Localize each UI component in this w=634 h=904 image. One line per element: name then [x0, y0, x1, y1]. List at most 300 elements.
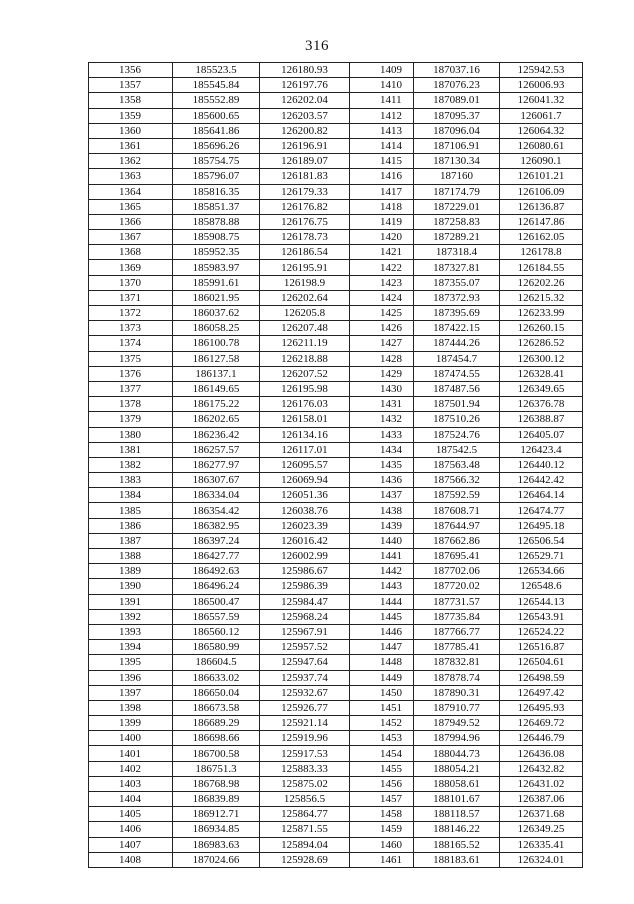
y-coordinate-right-cell: 126061.7 — [500, 108, 583, 123]
x-coordinate-right-cell: 187563.48 — [414, 457, 500, 472]
y-coordinate-right-cell: 126474.77 — [500, 503, 583, 518]
x-coordinate-right-cell: 187444.26 — [414, 336, 500, 351]
x-coordinate-left-cell: 186689.29 — [173, 716, 260, 731]
point-number-left-cell: 1361 — [89, 138, 173, 153]
x-coordinate-right-cell: 187096.04 — [414, 123, 500, 138]
table-row — [89, 792, 583, 807]
table-row — [89, 670, 583, 685]
x-coordinate-left-cell: 186673.58 — [173, 700, 260, 715]
x-coordinate-right-cell: 187702.06 — [414, 564, 500, 579]
x-coordinate-right-cell: 187501.94 — [414, 397, 500, 412]
table-row — [89, 93, 583, 108]
y-coordinate-right-cell: 126544.13 — [500, 594, 583, 609]
x-coordinate-left-cell: 187024.66 — [173, 852, 260, 867]
y-coordinate-left-cell: 125957.52 — [260, 640, 350, 655]
y-coordinate-left-cell: 126196.91 — [260, 138, 350, 153]
point-number-right-cell: 1424 — [350, 290, 414, 305]
x-coordinate-right-cell: 187720.02 — [414, 579, 500, 594]
point-number-left-cell: 1357 — [89, 78, 173, 93]
point-number-right-cell: 1411 — [350, 93, 414, 108]
y-coordinate-left-cell: 125937.74 — [260, 670, 350, 685]
y-coordinate-left-cell: 125864.77 — [260, 807, 350, 822]
table-row — [89, 746, 583, 761]
y-coordinate-left-cell: 125883.33 — [260, 761, 350, 776]
table-row — [89, 138, 583, 153]
y-coordinate-right-cell: 126328.41 — [500, 366, 583, 381]
x-coordinate-left-cell: 185696.26 — [173, 138, 260, 153]
x-coordinate-left-cell: 186768.98 — [173, 776, 260, 791]
y-coordinate-left-cell: 126195.98 — [260, 381, 350, 396]
y-coordinate-right-cell: 126006.93 — [500, 78, 583, 93]
y-coordinate-right-cell: 126178.8 — [500, 245, 583, 260]
point-number-right-cell: 1438 — [350, 503, 414, 518]
point-number-right-cell: 1425 — [350, 306, 414, 321]
x-coordinate-right-cell: 188183.61 — [414, 852, 500, 867]
table-row — [89, 169, 583, 184]
point-number-right-cell: 1451 — [350, 700, 414, 715]
x-coordinate-right-cell: 187566.32 — [414, 473, 500, 488]
x-coordinate-left-cell: 186307.67 — [173, 473, 260, 488]
table-row — [89, 108, 583, 123]
x-coordinate-right-cell: 188044.73 — [414, 746, 500, 761]
point-number-right-cell: 1443 — [350, 579, 414, 594]
table-row — [89, 214, 583, 229]
x-coordinate-left-cell: 186492.63 — [173, 564, 260, 579]
table-row — [89, 78, 583, 93]
x-coordinate-left-cell: 186839.89 — [173, 792, 260, 807]
point-number-left-cell: 1401 — [89, 746, 173, 761]
point-number-right-cell: 1441 — [350, 549, 414, 564]
y-coordinate-left-cell: 126038.76 — [260, 503, 350, 518]
table-row — [89, 533, 583, 548]
point-number-right-cell: 1409 — [350, 63, 414, 78]
y-coordinate-right-cell: 126497.42 — [500, 685, 583, 700]
point-number-left-cell: 1404 — [89, 792, 173, 807]
table-row — [89, 412, 583, 427]
y-coordinate-left-cell: 125947.64 — [260, 655, 350, 670]
table-row — [89, 609, 583, 624]
x-coordinate-right-cell: 188101.67 — [414, 792, 500, 807]
x-coordinate-left-cell: 186604.5 — [173, 655, 260, 670]
y-coordinate-right-cell: 126184.55 — [500, 260, 583, 275]
x-coordinate-left-cell: 185523.5 — [173, 63, 260, 78]
table-row — [89, 549, 583, 564]
x-coordinate-left-cell: 186557.59 — [173, 609, 260, 624]
x-coordinate-right-cell: 187731.57 — [414, 594, 500, 609]
table-row — [89, 503, 583, 518]
point-number-right-cell: 1417 — [350, 184, 414, 199]
point-number-left-cell: 1394 — [89, 640, 173, 655]
point-number-right-cell: 1450 — [350, 685, 414, 700]
table-row — [89, 366, 583, 381]
y-coordinate-left-cell: 125921.14 — [260, 716, 350, 731]
point-number-left-cell: 1368 — [89, 245, 173, 260]
y-coordinate-left-cell: 126095.57 — [260, 457, 350, 472]
y-coordinate-right-cell: 126041.32 — [500, 93, 583, 108]
point-number-left-cell: 1377 — [89, 381, 173, 396]
point-number-right-cell: 1436 — [350, 473, 414, 488]
point-number-right-cell: 1446 — [350, 624, 414, 639]
point-number-right-cell: 1456 — [350, 776, 414, 791]
x-coordinate-right-cell: 187832.81 — [414, 655, 500, 670]
point-number-left-cell: 1366 — [89, 214, 173, 229]
table-row — [89, 275, 583, 290]
point-number-left-cell: 1402 — [89, 761, 173, 776]
point-number-right-cell: 1434 — [350, 442, 414, 457]
x-coordinate-right-cell: 187355.07 — [414, 275, 500, 290]
y-coordinate-right-cell: 126300.12 — [500, 351, 583, 366]
table-row — [89, 321, 583, 336]
x-coordinate-right-cell: 187095.37 — [414, 108, 500, 123]
point-number-left-cell: 1400 — [89, 731, 173, 746]
point-number-left-cell: 1376 — [89, 366, 173, 381]
x-coordinate-right-cell: 187592.59 — [414, 488, 500, 503]
x-coordinate-right-cell: 187454.7 — [414, 351, 500, 366]
x-coordinate-left-cell: 185796.07 — [173, 169, 260, 184]
y-coordinate-left-cell: 125894.04 — [260, 837, 350, 852]
table-row — [89, 442, 583, 457]
x-coordinate-left-cell: 186500.47 — [173, 594, 260, 609]
table-row — [89, 63, 583, 78]
y-coordinate-right-cell: 126260.15 — [500, 321, 583, 336]
y-coordinate-left-cell: 126218.88 — [260, 351, 350, 366]
y-coordinate-left-cell: 125986.39 — [260, 579, 350, 594]
y-coordinate-left-cell: 126189.07 — [260, 154, 350, 169]
point-number-left-cell: 1390 — [89, 579, 173, 594]
y-coordinate-right-cell: 126464.14 — [500, 488, 583, 503]
y-coordinate-left-cell: 126069.94 — [260, 473, 350, 488]
x-coordinate-right-cell: 188146.22 — [414, 822, 500, 837]
table-row — [89, 306, 583, 321]
x-coordinate-right-cell: 187644.97 — [414, 518, 500, 533]
x-coordinate-left-cell: 186650.04 — [173, 685, 260, 700]
x-coordinate-right-cell: 187106.91 — [414, 138, 500, 153]
x-coordinate-right-cell: 187289.21 — [414, 230, 500, 245]
point-number-left-cell: 1374 — [89, 336, 173, 351]
x-coordinate-right-cell: 187542.5 — [414, 442, 500, 457]
table-row — [89, 594, 583, 609]
page-number: 316 — [305, 38, 329, 54]
y-coordinate-left-cell: 126002.99 — [260, 549, 350, 564]
point-number-right-cell: 1453 — [350, 731, 414, 746]
y-coordinate-right-cell: 126432.82 — [500, 761, 583, 776]
x-coordinate-right-cell: 187994.96 — [414, 731, 500, 746]
table-row — [89, 716, 583, 731]
point-number-right-cell: 1454 — [350, 746, 414, 761]
x-coordinate-left-cell: 185545.84 — [173, 78, 260, 93]
y-coordinate-left-cell: 126051.36 — [260, 488, 350, 503]
point-number-left-cell: 1378 — [89, 397, 173, 412]
x-coordinate-left-cell: 186277.97 — [173, 457, 260, 472]
x-coordinate-left-cell: 186580.99 — [173, 640, 260, 655]
y-coordinate-right-cell: 126233.99 — [500, 306, 583, 321]
point-number-right-cell: 1414 — [350, 138, 414, 153]
y-coordinate-right-cell: 126440.12 — [500, 457, 583, 472]
table-row — [89, 230, 583, 245]
x-coordinate-right-cell: 187695.41 — [414, 549, 500, 564]
x-coordinate-right-cell: 187372.93 — [414, 290, 500, 305]
point-number-left-cell: 1370 — [89, 275, 173, 290]
y-coordinate-right-cell: 126064.32 — [500, 123, 583, 138]
y-coordinate-right-cell: 126080.61 — [500, 138, 583, 153]
point-number-left-cell: 1375 — [89, 351, 173, 366]
point-number-right-cell: 1439 — [350, 518, 414, 533]
x-coordinate-right-cell: 187910.77 — [414, 700, 500, 715]
point-number-left-cell: 1399 — [89, 716, 173, 731]
x-coordinate-left-cell: 186397.24 — [173, 533, 260, 548]
point-number-left-cell: 1389 — [89, 564, 173, 579]
x-coordinate-right-cell: 187878.74 — [414, 670, 500, 685]
table-row — [89, 427, 583, 442]
y-coordinate-right-cell: 126147.86 — [500, 214, 583, 229]
y-coordinate-left-cell: 126207.48 — [260, 321, 350, 336]
x-coordinate-right-cell: 187130.34 — [414, 154, 500, 169]
point-number-left-cell: 1393 — [89, 624, 173, 639]
x-coordinate-left-cell: 185983.97 — [173, 260, 260, 275]
table-row — [89, 685, 583, 700]
point-number-left-cell: 1405 — [89, 807, 173, 822]
y-coordinate-left-cell: 126016.42 — [260, 533, 350, 548]
point-number-right-cell: 1461 — [350, 852, 414, 867]
x-coordinate-left-cell: 186257.57 — [173, 442, 260, 457]
y-coordinate-left-cell: 126176.03 — [260, 397, 350, 412]
point-number-left-cell: 1379 — [89, 412, 173, 427]
y-coordinate-left-cell: 125917.53 — [260, 746, 350, 761]
point-number-right-cell: 1457 — [350, 792, 414, 807]
y-coordinate-right-cell: 126371.68 — [500, 807, 583, 822]
y-coordinate-left-cell: 126197.76 — [260, 78, 350, 93]
point-number-right-cell: 1418 — [350, 199, 414, 214]
x-coordinate-right-cell: 187608.71 — [414, 503, 500, 518]
y-coordinate-right-cell: 126442.42 — [500, 473, 583, 488]
table-row — [89, 397, 583, 412]
table-row — [89, 154, 583, 169]
x-coordinate-left-cell: 186560.12 — [173, 624, 260, 639]
x-coordinate-left-cell: 186983.63 — [173, 837, 260, 852]
table-row — [89, 351, 583, 366]
x-coordinate-left-cell: 186021.95 — [173, 290, 260, 305]
table-row — [89, 807, 583, 822]
x-coordinate-left-cell: 186100.78 — [173, 336, 260, 351]
x-coordinate-right-cell: 187318.4 — [414, 245, 500, 260]
y-coordinate-left-cell: 126176.82 — [260, 199, 350, 214]
table-row — [89, 199, 583, 214]
x-coordinate-left-cell: 185878.88 — [173, 214, 260, 229]
x-coordinate-left-cell: 186700.58 — [173, 746, 260, 761]
y-coordinate-left-cell: 125986.67 — [260, 564, 350, 579]
table-row — [89, 579, 583, 594]
table-row — [89, 381, 583, 396]
y-coordinate-right-cell: 126335.41 — [500, 837, 583, 852]
y-coordinate-left-cell: 126178.73 — [260, 230, 350, 245]
y-coordinate-left-cell: 126202.04 — [260, 93, 350, 108]
point-number-right-cell: 1427 — [350, 336, 414, 351]
point-number-right-cell: 1422 — [350, 260, 414, 275]
table-row — [89, 776, 583, 791]
y-coordinate-right-cell: 126090.1 — [500, 154, 583, 169]
point-number-right-cell: 1415 — [350, 154, 414, 169]
point-number-right-cell: 1437 — [350, 488, 414, 503]
point-number-left-cell: 1373 — [89, 321, 173, 336]
x-coordinate-right-cell: 187890.31 — [414, 685, 500, 700]
table-row — [89, 852, 583, 867]
point-number-right-cell: 1448 — [350, 655, 414, 670]
point-number-right-cell: 1431 — [350, 397, 414, 412]
x-coordinate-left-cell: 186633.02 — [173, 670, 260, 685]
x-coordinate-left-cell: 185851.37 — [173, 199, 260, 214]
x-coordinate-right-cell: 187422.15 — [414, 321, 500, 336]
coordinates-table-body — [89, 63, 583, 868]
x-coordinate-right-cell: 187487.56 — [414, 381, 500, 396]
table-row — [89, 564, 583, 579]
point-number-right-cell: 1444 — [350, 594, 414, 609]
point-number-right-cell: 1429 — [350, 366, 414, 381]
point-number-right-cell: 1412 — [350, 108, 414, 123]
point-number-left-cell: 1403 — [89, 776, 173, 791]
x-coordinate-left-cell: 185991.61 — [173, 275, 260, 290]
y-coordinate-right-cell: 126136.87 — [500, 199, 583, 214]
point-number-left-cell: 1395 — [89, 655, 173, 670]
x-coordinate-right-cell: 187229.01 — [414, 199, 500, 214]
point-number-right-cell: 1433 — [350, 427, 414, 442]
y-coordinate-left-cell: 126211.19 — [260, 336, 350, 351]
y-coordinate-right-cell: 126436.08 — [500, 746, 583, 761]
y-coordinate-right-cell: 126405.07 — [500, 427, 583, 442]
y-coordinate-right-cell: 126376.78 — [500, 397, 583, 412]
y-coordinate-left-cell: 126117.01 — [260, 442, 350, 457]
x-coordinate-left-cell: 186037.62 — [173, 306, 260, 321]
point-number-left-cell: 1391 — [89, 594, 173, 609]
y-coordinate-left-cell: 126205.8 — [260, 306, 350, 321]
y-coordinate-left-cell: 125919.96 — [260, 731, 350, 746]
y-coordinate-right-cell: 126215.32 — [500, 290, 583, 305]
y-coordinate-left-cell: 126203.57 — [260, 108, 350, 123]
y-coordinate-right-cell: 126101.21 — [500, 169, 583, 184]
y-coordinate-right-cell: 125942.53 — [500, 63, 583, 78]
point-number-left-cell: 1356 — [89, 63, 173, 78]
y-coordinate-right-cell: 126498.59 — [500, 670, 583, 685]
x-coordinate-left-cell: 186202.65 — [173, 412, 260, 427]
point-number-right-cell: 1416 — [350, 169, 414, 184]
table-row — [89, 731, 583, 746]
y-coordinate-right-cell: 126162.05 — [500, 230, 583, 245]
point-number-left-cell: 1367 — [89, 230, 173, 245]
y-coordinate-left-cell: 126200.82 — [260, 123, 350, 138]
point-number-left-cell: 1406 — [89, 822, 173, 837]
point-number-left-cell: 1381 — [89, 442, 173, 457]
y-coordinate-right-cell: 126495.18 — [500, 518, 583, 533]
y-coordinate-right-cell: 126387.06 — [500, 792, 583, 807]
x-coordinate-left-cell: 186137.1 — [173, 366, 260, 381]
point-number-left-cell: 1408 — [89, 852, 173, 867]
y-coordinate-left-cell: 126181.83 — [260, 169, 350, 184]
table-row — [89, 245, 583, 260]
table-row — [89, 640, 583, 655]
table-row — [89, 260, 583, 275]
y-coordinate-right-cell: 126431.02 — [500, 776, 583, 791]
point-number-right-cell: 1458 — [350, 807, 414, 822]
y-coordinate-right-cell: 126543.91 — [500, 609, 583, 624]
point-number-left-cell: 1380 — [89, 427, 173, 442]
x-coordinate-right-cell: 187037.16 — [414, 63, 500, 78]
x-coordinate-left-cell: 186236.42 — [173, 427, 260, 442]
table-row — [89, 655, 583, 670]
table-row — [89, 184, 583, 199]
point-number-right-cell: 1423 — [350, 275, 414, 290]
x-coordinate-left-cell: 185952.35 — [173, 245, 260, 260]
x-coordinate-right-cell: 187258.83 — [414, 214, 500, 229]
y-coordinate-left-cell: 125871.55 — [260, 822, 350, 837]
y-coordinate-left-cell: 125968.24 — [260, 609, 350, 624]
x-coordinate-right-cell: 187076.23 — [414, 78, 500, 93]
point-number-left-cell: 1365 — [89, 199, 173, 214]
x-coordinate-left-cell: 186912.71 — [173, 807, 260, 822]
y-coordinate-right-cell: 126529.71 — [500, 549, 583, 564]
x-coordinate-left-cell: 185754.75 — [173, 154, 260, 169]
point-number-right-cell: 1413 — [350, 123, 414, 138]
y-coordinate-right-cell: 126106.09 — [500, 184, 583, 199]
x-coordinate-left-cell: 186698.66 — [173, 731, 260, 746]
point-number-right-cell: 1452 — [350, 716, 414, 731]
point-number-right-cell: 1449 — [350, 670, 414, 685]
y-coordinate-right-cell: 126349.65 — [500, 381, 583, 396]
y-coordinate-right-cell: 126446.79 — [500, 731, 583, 746]
table-row — [89, 822, 583, 837]
point-number-left-cell: 1359 — [89, 108, 173, 123]
point-number-left-cell: 1388 — [89, 549, 173, 564]
y-coordinate-left-cell: 126198.9 — [260, 275, 350, 290]
point-number-left-cell: 1392 — [89, 609, 173, 624]
x-coordinate-right-cell: 187662.86 — [414, 533, 500, 548]
point-number-left-cell: 1371 — [89, 290, 173, 305]
y-coordinate-left-cell: 126202.64 — [260, 290, 350, 305]
point-number-right-cell: 1435 — [350, 457, 414, 472]
y-coordinate-left-cell: 126023.39 — [260, 518, 350, 533]
point-number-left-cell: 1387 — [89, 533, 173, 548]
y-coordinate-right-cell: 126324.01 — [500, 852, 583, 867]
point-number-left-cell: 1372 — [89, 306, 173, 321]
table-row — [89, 624, 583, 639]
x-coordinate-right-cell: 187089.01 — [414, 93, 500, 108]
point-number-right-cell: 1440 — [350, 533, 414, 548]
point-number-left-cell: 1397 — [89, 685, 173, 700]
x-coordinate-left-cell: 185600.65 — [173, 108, 260, 123]
y-coordinate-left-cell: 126176.75 — [260, 214, 350, 229]
table-row — [89, 473, 583, 488]
x-coordinate-left-cell: 185552.89 — [173, 93, 260, 108]
y-coordinate-left-cell: 125967.91 — [260, 624, 350, 639]
point-number-left-cell: 1382 — [89, 457, 173, 472]
x-coordinate-right-cell: 187785.41 — [414, 640, 500, 655]
x-coordinate-right-cell: 187160 — [414, 169, 500, 184]
point-number-right-cell: 1445 — [350, 609, 414, 624]
y-coordinate-left-cell: 126179.33 — [260, 184, 350, 199]
x-coordinate-right-cell: 187174.79 — [414, 184, 500, 199]
x-coordinate-left-cell: 185908.75 — [173, 230, 260, 245]
point-number-left-cell: 1384 — [89, 488, 173, 503]
x-coordinate-right-cell: 187949.52 — [414, 716, 500, 731]
point-number-right-cell: 1459 — [350, 822, 414, 837]
y-coordinate-left-cell: 125932.67 — [260, 685, 350, 700]
point-number-right-cell: 1460 — [350, 837, 414, 852]
point-number-left-cell: 1364 — [89, 184, 173, 199]
point-number-left-cell: 1398 — [89, 700, 173, 715]
y-coordinate-left-cell: 126186.54 — [260, 245, 350, 260]
y-coordinate-right-cell: 126423.4 — [500, 442, 583, 457]
y-coordinate-left-cell: 126158.01 — [260, 412, 350, 427]
point-number-right-cell: 1428 — [350, 351, 414, 366]
y-coordinate-right-cell: 126524.22 — [500, 624, 583, 639]
